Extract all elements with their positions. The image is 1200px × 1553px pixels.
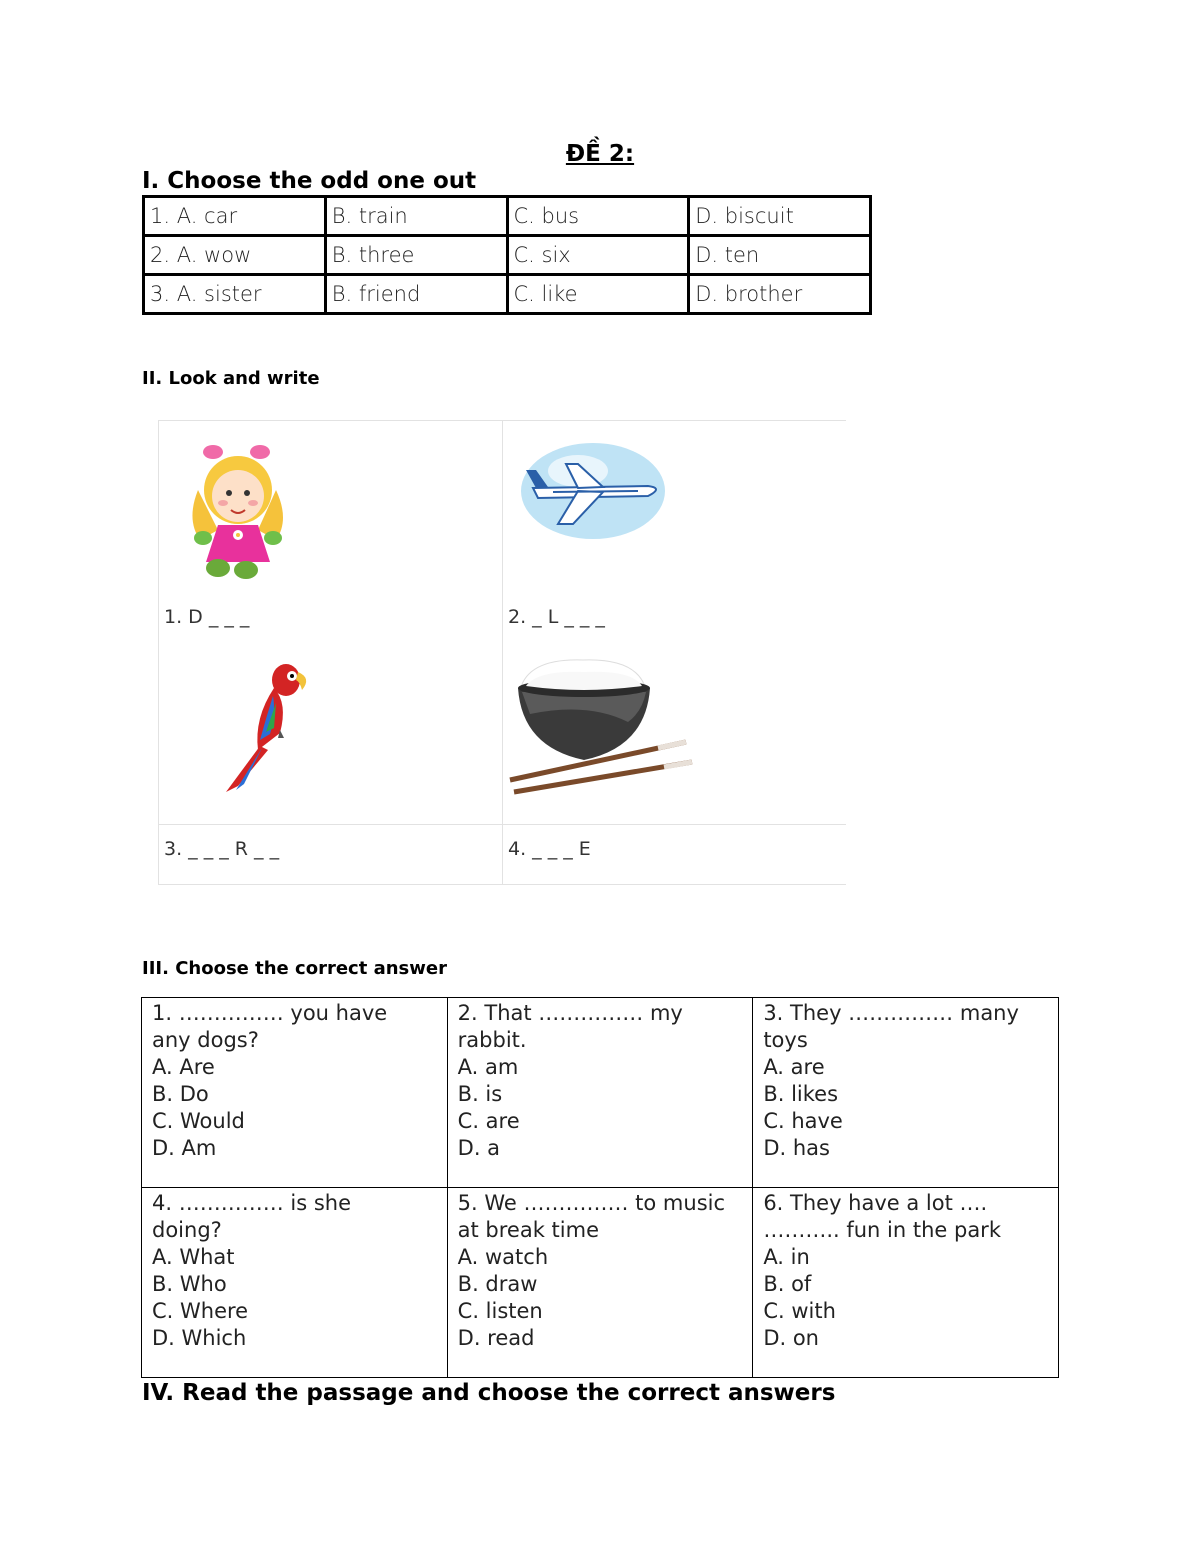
- question-cell: [753, 998, 1059, 1188]
- option-d: D. a: [457, 1136, 501, 1160]
- option-c: C. Where: [152, 1299, 249, 1323]
- doll-icon: [168, 430, 308, 580]
- question-line: 3. They …………… many: [763, 1001, 1019, 1025]
- option-d: D. Am: [152, 1136, 217, 1160]
- question-cell: [142, 998, 448, 1188]
- option-b: B. draw: [457, 1272, 538, 1296]
- question-line: ……….. fun in the park: [763, 1218, 1001, 1242]
- option-c: C. listen: [457, 1299, 543, 1323]
- question-line: 1. …………… you have: [152, 1001, 388, 1025]
- question-line: any dogs?: [152, 1028, 259, 1052]
- section1-heading: I. Choose the odd one out: [142, 168, 477, 194]
- parrot-icon: [218, 658, 318, 798]
- section4-heading: IV. Read the passage and choose the correct answers: [142, 1380, 836, 1406]
- option-b: B. Who: [152, 1272, 227, 1296]
- table-cell: C. like: [507, 275, 689, 314]
- table-cell: D. brother: [689, 275, 871, 314]
- question-line: 5. We …………… to music: [457, 1191, 726, 1215]
- option-d: D. read: [457, 1326, 535, 1350]
- option-b: B. of: [763, 1272, 812, 1296]
- page-title: ĐỀ 2:: [565, 141, 635, 167]
- section3-heading: III. Choose the correct answer: [142, 958, 447, 979]
- table-cell: B. friend: [325, 275, 507, 314]
- table-cell: 3. A. sister: [144, 275, 326, 314]
- look-write-label: 1. D _ _ _: [164, 606, 250, 628]
- question-cell: [142, 1188, 448, 1378]
- question-line: toys: [763, 1028, 808, 1052]
- table-cell: 1. A. car: [144, 197, 326, 236]
- option-b: B. likes: [763, 1082, 839, 1106]
- option-c: C. are: [457, 1109, 520, 1133]
- question-cell: [447, 998, 753, 1188]
- question-line: doing?: [152, 1218, 222, 1242]
- odd-one-out-table: [142, 195, 872, 315]
- airplane-icon: [518, 436, 668, 546]
- table-row: [144, 236, 871, 275]
- option-c: C. with: [763, 1299, 836, 1323]
- option-a: A. am: [457, 1055, 519, 1079]
- option-b: B. Do: [152, 1082, 209, 1106]
- table-cell: D. biscuit: [689, 197, 871, 236]
- table-row: [142, 998, 1059, 1188]
- multiple-choice-table: [141, 997, 1059, 1378]
- table-row: [144, 275, 871, 314]
- table-cell: B. three: [325, 236, 507, 275]
- rice-bowl-icon: [508, 652, 698, 802]
- look-write-label: 3. _ _ _ R _ _: [164, 838, 280, 860]
- option-c: C. Would: [152, 1109, 245, 1133]
- question-line: 2. That …………… my: [457, 1001, 683, 1025]
- table-cell: C. six: [507, 236, 689, 275]
- question-line: 6. They have a lot ….: [763, 1191, 988, 1215]
- look-write-label: 4. _ _ _ E: [508, 838, 591, 860]
- section2-heading: II. Look and write: [142, 368, 320, 389]
- option-a: A. watch: [457, 1245, 549, 1269]
- question-line: rabbit.: [457, 1028, 527, 1052]
- option-a: A. What: [152, 1245, 235, 1269]
- option-a: A. Are: [152, 1055, 215, 1079]
- question-cell: [447, 1188, 753, 1378]
- look-and-write-grid: [158, 420, 846, 884]
- option-d: D. on: [763, 1326, 819, 1350]
- look-write-label: 2. _ L _ _ _: [508, 606, 605, 628]
- table-row: [144, 197, 871, 236]
- option-a: A. are: [763, 1055, 825, 1079]
- option-a: A. in: [763, 1245, 810, 1269]
- question-line: at break time: [457, 1218, 600, 1242]
- option-d: D. has: [763, 1136, 830, 1160]
- table-cell: D. ten: [689, 236, 871, 275]
- table-cell: 2. A. wow: [144, 236, 326, 275]
- question-cell: [753, 1188, 1059, 1378]
- option-c: C. have: [763, 1109, 843, 1133]
- table-cell: B. train: [325, 197, 507, 236]
- option-d: D. Which: [152, 1326, 247, 1350]
- option-b: B. is: [457, 1082, 503, 1106]
- question-line: 4. …………… is she: [152, 1191, 352, 1215]
- table-cell: C. bus: [507, 197, 689, 236]
- table-row: [142, 1188, 1059, 1378]
